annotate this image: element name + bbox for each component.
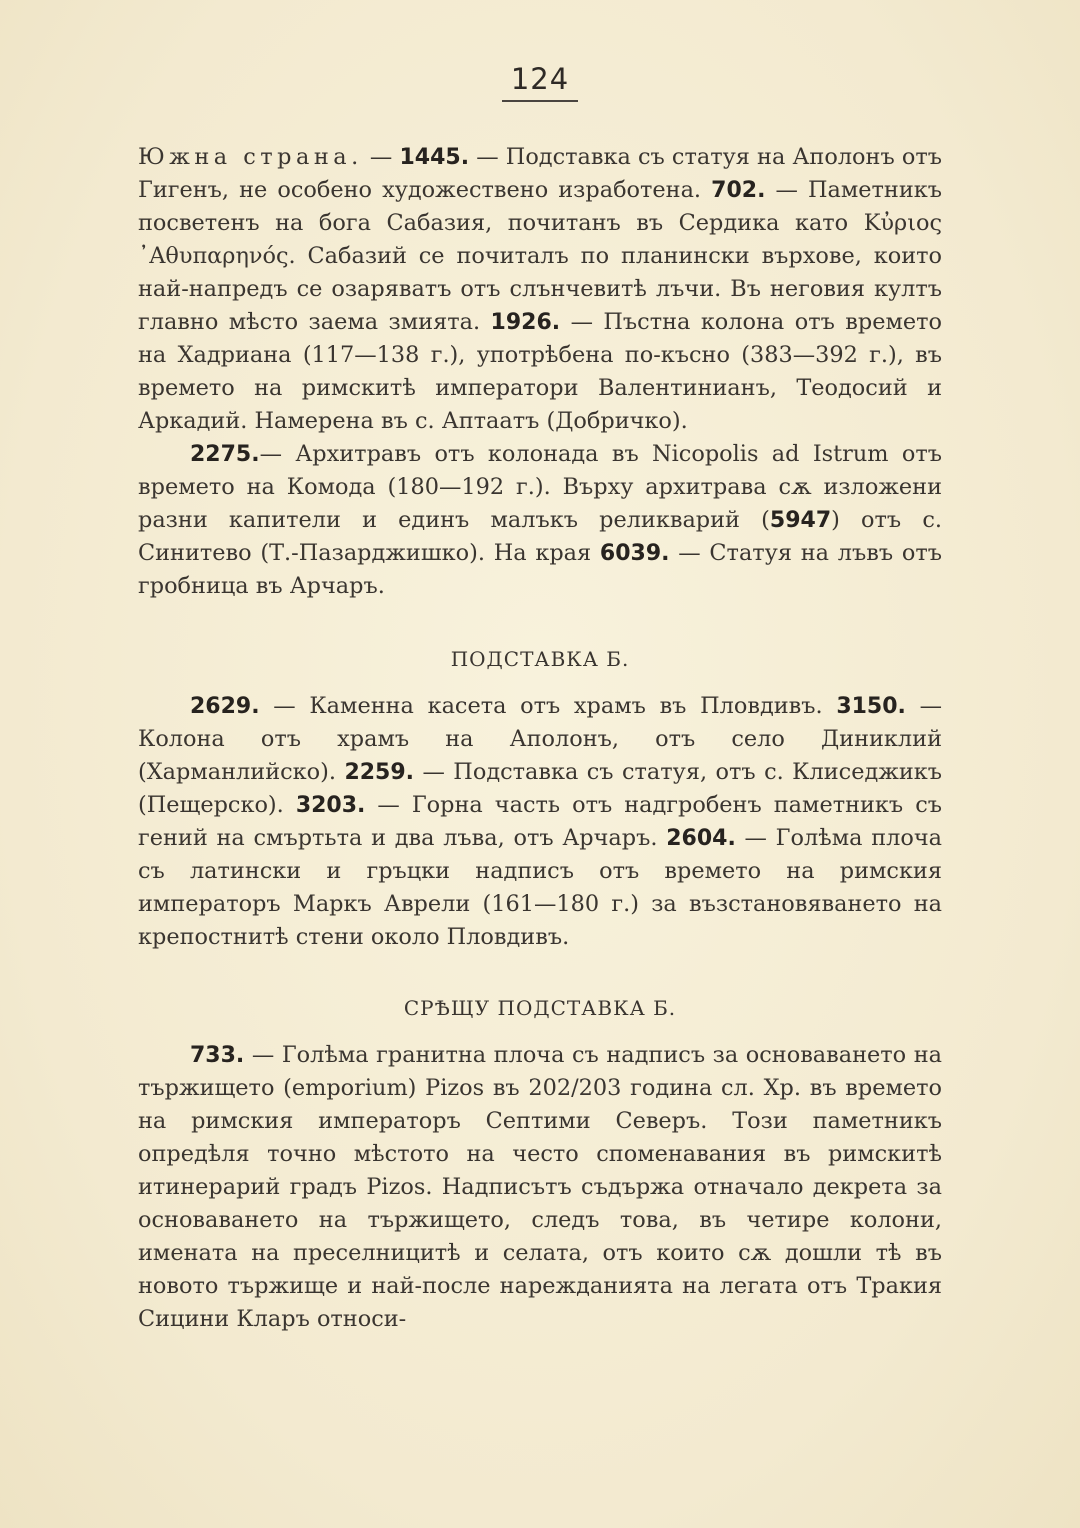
spacer xyxy=(138,676,942,690)
inventory-number: 3203. xyxy=(295,793,366,818)
entry-text: — Подставка съ статуя, отъ с. Клиседжикъ (Пещерско). xyxy=(138,759,942,818)
entry-text: ) отъ с. Синитево (Т.-Пазарджишко). На края xyxy=(138,507,942,566)
page-body xyxy=(138,141,942,1336)
paragraph-south-side xyxy=(138,141,942,438)
entry-text: — Паметникъ посветенъ на бога Сабазия, почитанъ въ Сердика като Κὐριος ᾿Αθυπαρηνός. Сабазий се почиталъ по планински върхове, които най-напредъ се озаряватъ отъ слънчевитѣ лъчи. Въ неговия култъ главно мѣсто заема змията. xyxy=(138,177,942,335)
entry-text: — Голѣма гранитна плоча съ надписъ за основаването на тържището (emporium) Pizos въ 202/203 година сл. Хр. въ времето на римския императоръ Септими Северъ. Този паметникъ опредѣля точно мѣстото на често споменавания въ римскитѣ итинерарий градъ Pizos. Надписътъ съдържа отначало декрета за основаването на тържището, следъ това, въ четире колони, имената на преселницитѣ и селата, отъ които сѫ дошли тѣ въ новото тържище и най-после нарежданията на легата отъ Тракия Сицини Кларъ относи- xyxy=(138,1042,942,1332)
paragraph-architrave xyxy=(138,438,942,603)
entry-text: — Горна часть отъ надгробенъ паметникъ съ гений на смъртьта и два лъва, отъ Арчаръ. xyxy=(138,792,942,851)
page-number: 124 xyxy=(510,62,570,96)
entry-text: — Статуя на лъвъ отъ гробница въ Арчаръ. xyxy=(138,540,942,599)
section-lead: Южна страна. xyxy=(138,144,363,170)
section-heading-pedestal-b: ПОДСТАВКА Б. xyxy=(450,647,630,671)
inventory-number: 3150. xyxy=(836,694,906,719)
entry-text: — Колона отъ храмъ на Аполонъ, отъ село Диниклий (Харманлийско). xyxy=(138,693,942,785)
inventory-number: 2259. xyxy=(344,760,415,785)
spacer xyxy=(138,1025,942,1039)
spacer xyxy=(138,954,942,992)
inventory-number: 5947 xyxy=(769,508,832,533)
inventory-number: 702. xyxy=(711,178,766,203)
section-heading-opposite-pedestal-b: СРѢЩУ ПОДСТАВКА Б. xyxy=(403,996,677,1020)
entry-text: — Пъстна колона отъ времето на Хадриана (117—138 г.), употрѣбена по-късно (383—392 г.), въ времето на римскитѣ императори Валентинианъ, Теодосий и Аркадий. Намерена въ с. Аптаатъ (Добричко). xyxy=(138,309,942,434)
inventory-number: 1926. xyxy=(490,310,561,335)
inventory-number: 733. xyxy=(190,1043,245,1068)
entry-text: — Каменна касета отъ храмъ въ Пловдивъ. xyxy=(259,693,837,719)
inventory-number: 2275. xyxy=(190,442,260,467)
dash-separator: — xyxy=(362,144,400,170)
inventory-number: 1445. xyxy=(399,145,470,170)
inventory-number: 6039. xyxy=(599,541,670,566)
inventory-number: 2629. xyxy=(190,694,260,719)
paragraph-pedestal-b xyxy=(138,690,942,954)
entry-text: — Голѣма плоча съ латински и гръцки надписъ отъ времето на римския императоръ Маркъ Аврели (161—180 г.) за възстановяването на крепостнитѣ стени около Пловдивъ. xyxy=(138,825,942,950)
entry-text: — Архитравъ отъ колонада въ Nicopolis ad Istrum отъ времето на Комода (180—192 г.). Върху архитрава сѫ изложени разни капители и единъ малъкъ реликварий ( xyxy=(138,441,942,533)
entry-text: — Подставка съ статуя на Аполонъ отъ Гигенъ, не особено художествено изработена. xyxy=(138,144,942,203)
spacer xyxy=(138,603,942,643)
page-number-underline xyxy=(502,100,578,102)
paragraph-pizos-inscription xyxy=(138,1039,942,1336)
inventory-number: 2604. xyxy=(666,826,736,851)
